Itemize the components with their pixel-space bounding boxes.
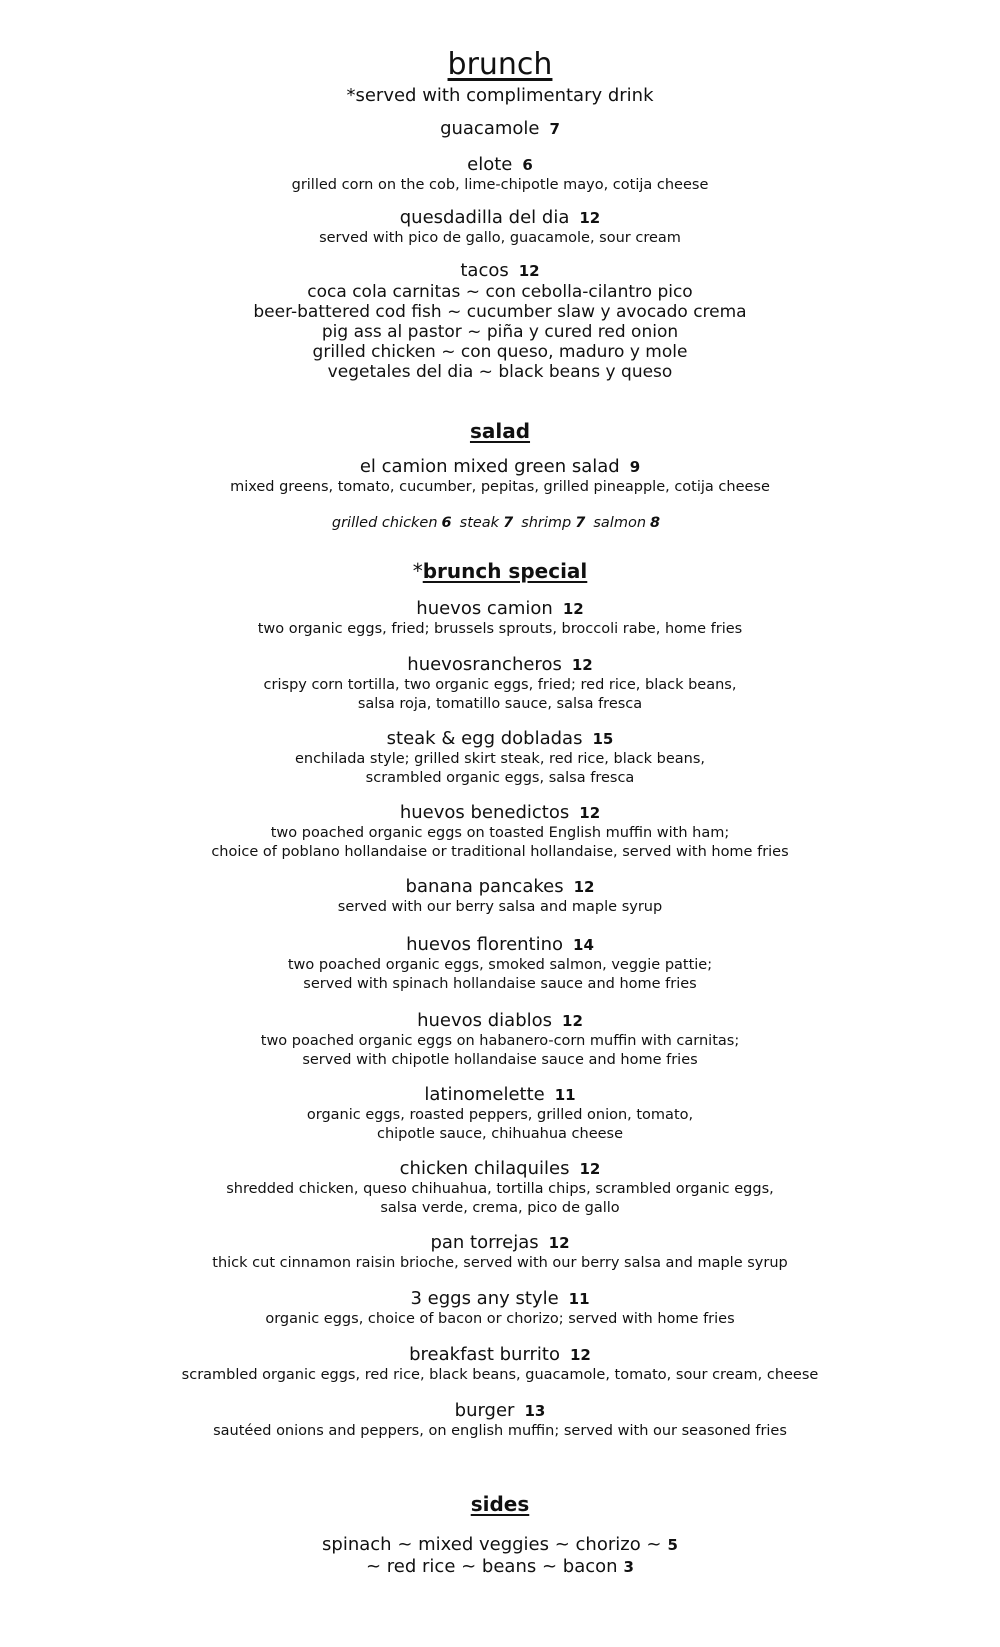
item-description: shredded chicken, queso chihuahua, tortilla chips, scrambled organic eggs, bbox=[226, 1181, 774, 1197]
addon-price: 6 bbox=[441, 515, 452, 531]
addon-name: salmon bbox=[593, 515, 647, 531]
menu-item bbox=[0, 207, 1000, 248]
sides-heading: sides bbox=[470, 1492, 530, 1516]
menu-item bbox=[0, 154, 1000, 195]
item-description: two poached organic eggs on toasted English muffin with ham; bbox=[270, 825, 730, 841]
item-name: huevos benedictos bbox=[399, 802, 570, 823]
item-description: organic eggs, roasted peppers, grilled onion, tomato, bbox=[306, 1107, 694, 1123]
brunch-special-heading: *brunch special bbox=[412, 559, 588, 583]
item-description: two poached organic eggs, smoked salmon, veggie pattie; bbox=[287, 957, 713, 973]
item-description: enchilada style; grilled skirt steak, red rice, black beans, bbox=[294, 751, 705, 767]
item-price: 12 bbox=[571, 656, 593, 674]
item-price: 15 bbox=[592, 730, 614, 748]
item-description: sautéed onions and peppers, on english muffin; served with our seasoned fries bbox=[213, 1423, 787, 1439]
item-price: 12 bbox=[579, 209, 601, 227]
item-name: quesdadilla del dia bbox=[399, 207, 570, 228]
item-description: grilled corn on the cob, lime-chipotle mayo, cotija cheese bbox=[291, 177, 709, 193]
item-name: huevosrancheros bbox=[407, 654, 562, 675]
sides-price-2: 3 bbox=[623, 1558, 634, 1576]
addon-price: 8 bbox=[650, 515, 661, 531]
item-name: tacos bbox=[460, 260, 509, 281]
menu-item bbox=[0, 598, 1000, 639]
menu-item bbox=[0, 802, 1000, 861]
item-description: grilled chicken ~ con queso, maduro y mole bbox=[312, 342, 688, 362]
item-description: scrambled organic eggs, red rice, black beans, guacamole, tomato, sour cream, cheese bbox=[181, 1367, 819, 1383]
item-name: huevos florentino bbox=[406, 934, 564, 955]
menu-item bbox=[0, 1084, 1000, 1143]
item-description: pig ass al pastor ~ piña y cured red onion bbox=[321, 322, 679, 342]
item-description: thick cut cinnamon raisin brioche, served with our berry salsa and maple syrup bbox=[212, 1255, 788, 1271]
item-price: 12 bbox=[579, 1160, 601, 1178]
item-price: 6 bbox=[522, 156, 533, 174]
menu-item bbox=[0, 934, 1000, 993]
menu-item bbox=[0, 1288, 1000, 1329]
item-price: 7 bbox=[549, 120, 560, 138]
item-name: chicken chilaquiles bbox=[399, 1158, 570, 1179]
item-price: 12 bbox=[548, 1234, 570, 1252]
menu-item bbox=[0, 728, 1000, 787]
item-description: mixed greens, tomato, cucumber, pepitas, grilled pineapple, cotija cheese bbox=[230, 479, 770, 495]
item-description: served with pico de gallo, guacamole, sour cream bbox=[319, 230, 681, 246]
salad-addons bbox=[0, 514, 1000, 532]
item-name: elote bbox=[467, 154, 513, 175]
item-name: guacamole bbox=[440, 118, 540, 139]
item-price: 12 bbox=[562, 1012, 583, 1030]
item-description: organic eggs, choice of bacon or chorizo; served with home fries bbox=[265, 1311, 735, 1327]
sides-line-1: spinach ~ mixed veggies ~ chorizo ~ 5 bbox=[322, 1534, 678, 1555]
item-name: breakfast burrito bbox=[409, 1344, 560, 1365]
item-name: latinomelette bbox=[424, 1084, 545, 1105]
item-description: two poached organic eggs on habanero-corn muffin with carnitas; bbox=[260, 1033, 740, 1049]
item-description: two organic eggs, fried; brussels sprouts, broccoli rabe, home fries bbox=[257, 621, 743, 637]
menu-item bbox=[0, 260, 1000, 382]
item-description: served with spinach hollandaise sauce and home fries bbox=[303, 975, 697, 992]
item-description: salsa verde, crema, pico de gallo bbox=[380, 1199, 620, 1216]
sides-price-1: 5 bbox=[667, 1536, 678, 1554]
item-name: burger bbox=[454, 1400, 515, 1421]
item-price: 9 bbox=[629, 458, 641, 476]
item-description: choice of poblano hollandaise or traditional hollandaise, served with home fries bbox=[211, 843, 789, 860]
item-price: 14 bbox=[573, 936, 594, 954]
item-price: 13 bbox=[524, 1402, 546, 1420]
item-description: served with chipotle hollandaise sauce and home fries bbox=[302, 1051, 698, 1068]
page-subtitle: *served with complimentary drink bbox=[346, 85, 654, 106]
item-description: served with our berry salsa and maple syrup bbox=[337, 899, 663, 915]
item-price: 11 bbox=[568, 1290, 590, 1308]
menu-item bbox=[0, 1400, 1000, 1441]
item-description: crispy corn tortilla, two organic eggs, fried; red rice, black beans, bbox=[263, 677, 737, 693]
addon-price: 7 bbox=[503, 515, 514, 531]
item-price: 11 bbox=[554, 1086, 576, 1104]
menu-item bbox=[0, 1158, 1000, 1217]
item-description: beer-battered cod fish ~ cucumber slaw y avocado crema bbox=[253, 302, 747, 322]
menu-item bbox=[0, 654, 1000, 713]
item-name: 3 eggs any style bbox=[410, 1288, 559, 1309]
item-price: 12 bbox=[573, 878, 595, 896]
item-description: vegetales del dia ~ black beans y queso bbox=[327, 362, 673, 382]
salad-heading: salad bbox=[469, 419, 531, 443]
item-name: steak & egg dobladas bbox=[386, 728, 583, 749]
item-name: pan torrejas bbox=[430, 1232, 539, 1253]
menu-item bbox=[0, 1344, 1000, 1385]
addon-name: grilled chicken bbox=[331, 515, 438, 531]
item-name: el camion mixed green salad bbox=[359, 456, 620, 477]
item-description: coca cola carnitas ~ con cebolla-cilantro pico bbox=[307, 282, 693, 302]
item-price: 12 bbox=[562, 600, 584, 618]
item-description: chipotle sauce, chihuahua cheese bbox=[376, 1125, 624, 1142]
menu-item bbox=[0, 456, 1000, 497]
sides-line-2: ~ red rice ~ beans ~ bacon 3 bbox=[366, 1556, 634, 1577]
item-price: 12 bbox=[570, 1346, 591, 1364]
item-description: salsa roja, tomatillo sauce, salsa fresca bbox=[357, 695, 643, 712]
addon-name: shrimp bbox=[521, 515, 572, 531]
addon-name: steak bbox=[459, 515, 500, 531]
page-title: brunch bbox=[447, 47, 553, 82]
item-name: huevos diablos bbox=[417, 1010, 553, 1031]
menu-item bbox=[0, 1232, 1000, 1273]
menu-item bbox=[0, 876, 1000, 917]
menu-item bbox=[0, 118, 1000, 140]
menu-item bbox=[0, 1010, 1000, 1069]
addon-price: 7 bbox=[575, 515, 586, 531]
item-description: scrambled organic eggs, salsa fresca bbox=[365, 769, 635, 786]
item-price: 12 bbox=[579, 804, 601, 822]
item-name: banana pancakes bbox=[405, 876, 564, 897]
item-name: huevos camion bbox=[416, 598, 553, 619]
item-price: 12 bbox=[518, 262, 540, 280]
